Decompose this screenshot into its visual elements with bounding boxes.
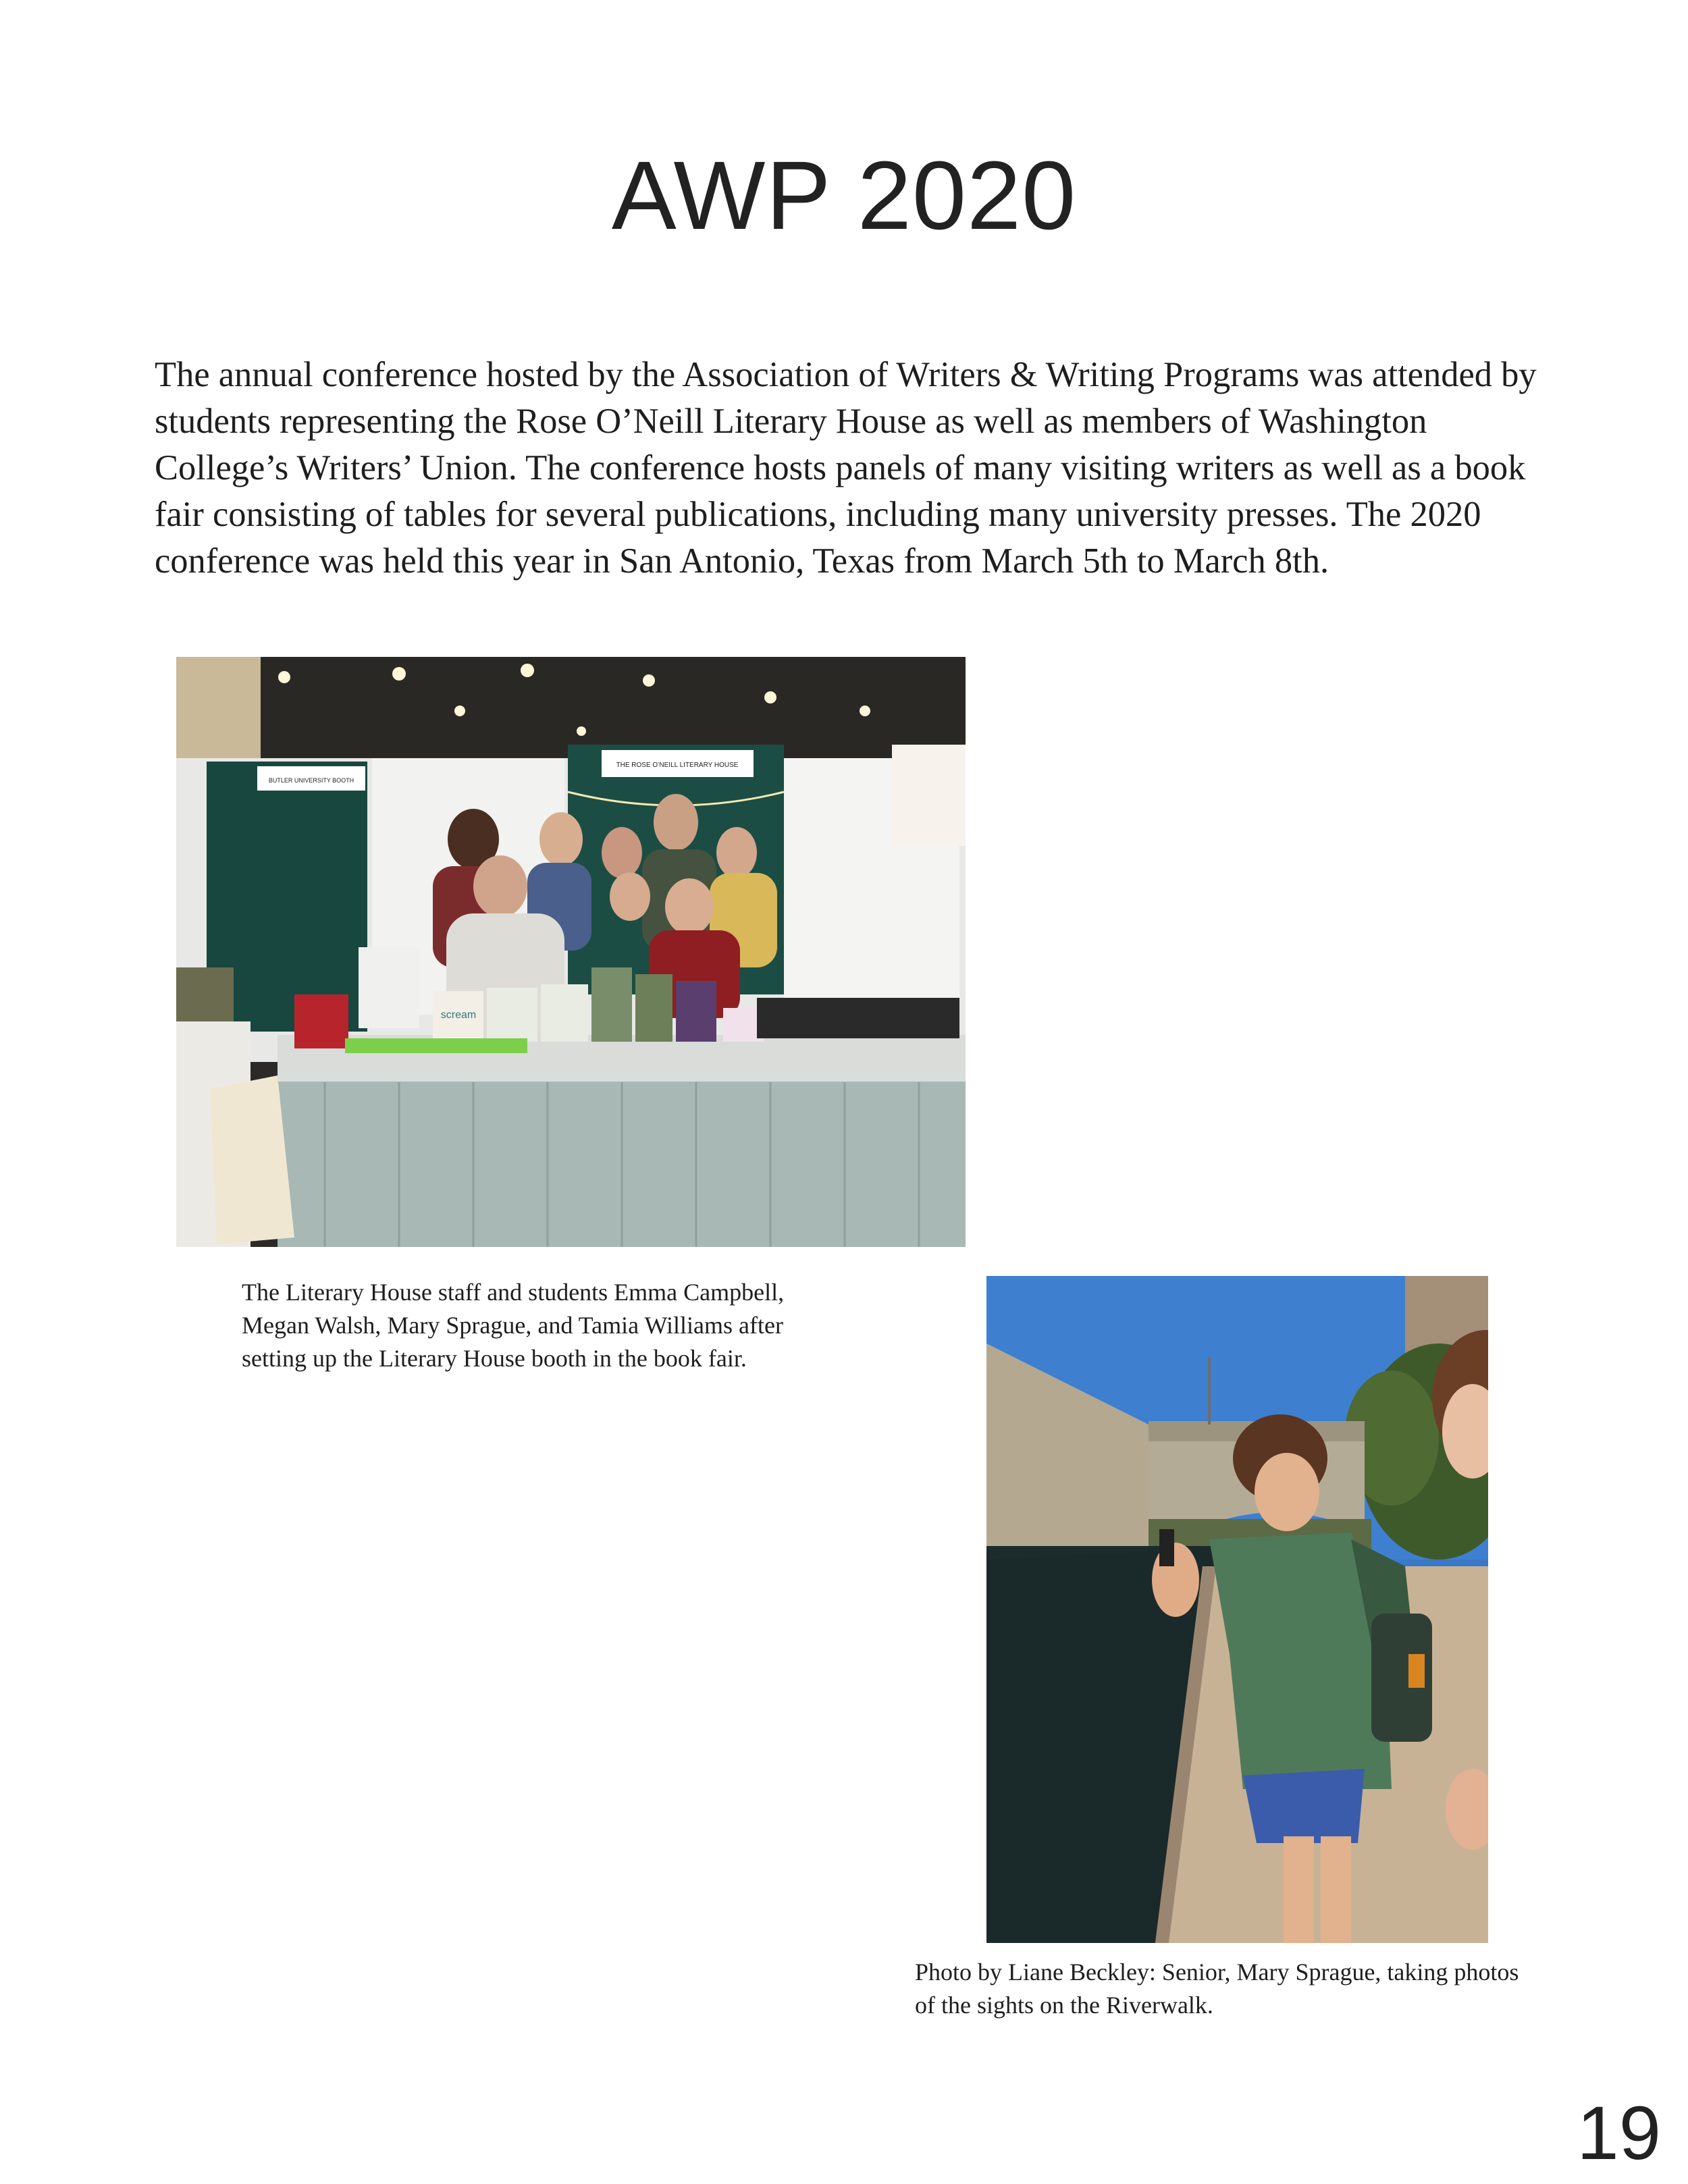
side-banner-sign: BUTLER UNIVERSITY BOOTH (268, 777, 354, 784)
booth-banner-sign: THE ROSE O’NEILL LITERARY HOUSE (616, 762, 739, 769)
booth-photo-caption: The Literary House staff and students Emma Campbell, Megan Walsh, Mary Sprague, and Tamia Williams after setting up the Literary House booth in the book fair. (242, 1279, 785, 1372)
riverwalk-photo (986, 1276, 1488, 1943)
page-number: 19 (1577, 2091, 1661, 2175)
riverwalk-photo-caption: Photo by Liane Beckley: Senior, Mary Sprague, taking photos of the sights on the Riverwalk. (915, 1959, 1519, 2019)
page-title: AWP 2020 (611, 141, 1077, 250)
booth-photo (176, 657, 966, 1247)
intro-paragraph: The annual conference hosted by the Association of Writers & Writing Programs was attended by students representing the Rose O’Neill Literary House as well as members of Washington College’s Writers’ Union. The conference hosts panels of many visiting writers as well as a book fair consisting of tables for several publications, including many university presses. The 2020 conference was held this year in San Antonio, Texas from March 5th to March 8th. (155, 355, 1537, 581)
book-cover-text: scream (440, 1009, 477, 1021)
